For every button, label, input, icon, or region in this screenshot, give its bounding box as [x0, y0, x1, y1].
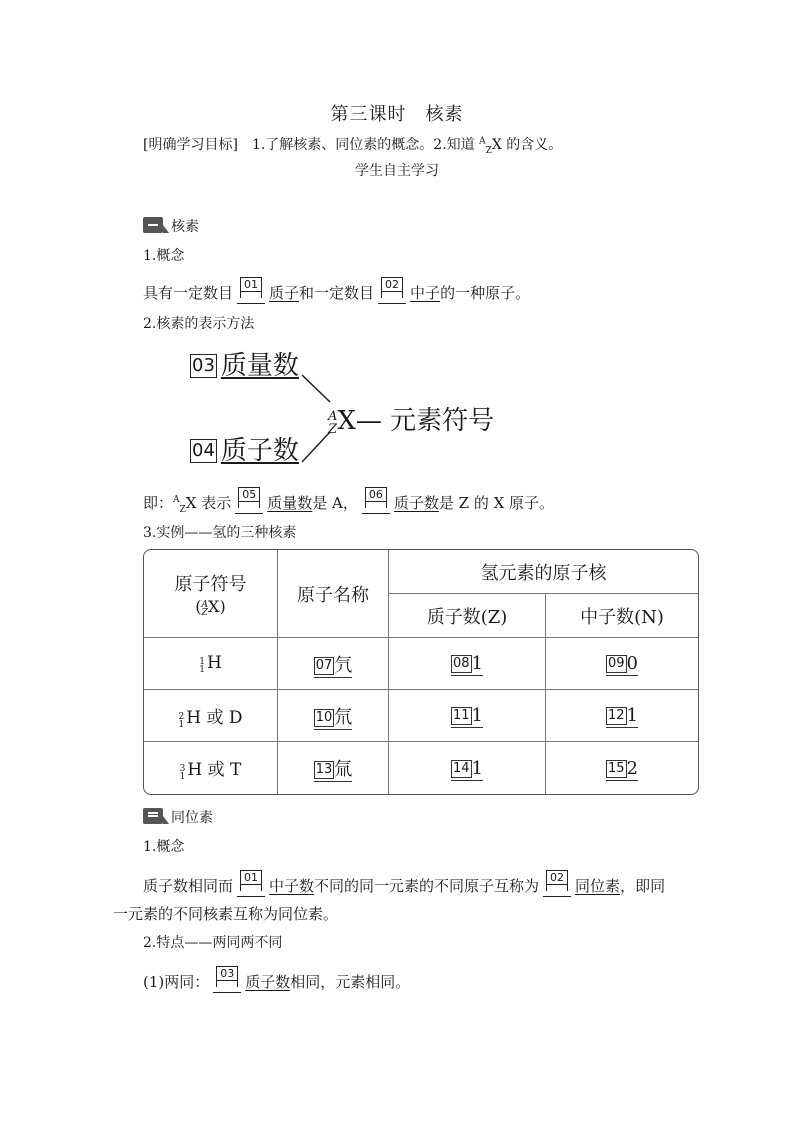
symbol-x: X	[337, 406, 356, 436]
blank-marker	[362, 485, 390, 514]
diagram-label: 质量数	[220, 351, 299, 381]
answer: 质子数	[245, 973, 291, 991]
section-title: 核素	[171, 219, 199, 235]
answer: 2	[626, 757, 638, 779]
cell-name	[278, 638, 389, 690]
section-one-icon	[143, 217, 163, 233]
symbol-z: Z	[485, 145, 492, 156]
blank-marker	[378, 275, 406, 304]
table-row	[144, 742, 698, 794]
answer: 氚	[334, 759, 353, 780]
blank-marker	[237, 275, 265, 304]
answer: 质子	[269, 284, 300, 302]
cell-proton	[389, 638, 546, 690]
blank-number: 12	[608, 708, 625, 723]
header-text: 原子符号	[174, 574, 247, 595]
blank-marker	[235, 485, 263, 514]
answer: 1	[471, 757, 483, 779]
cell-symbol: 1 1 H	[144, 638, 278, 690]
learning-objectives	[143, 134, 562, 156]
symbol-z: Z	[328, 422, 338, 437]
text: 不同的同一元素的不同原子互称为	[314, 877, 540, 895]
blank-number: 15	[608, 760, 625, 776]
table-row	[144, 690, 698, 742]
symbol-mass: A	[328, 409, 338, 424]
symbol-mass: A	[479, 136, 486, 147]
diagram-label: 质子数	[220, 436, 299, 466]
blank-number: 13	[315, 762, 333, 777]
answer: 中子	[410, 284, 441, 302]
blank-number: 04	[192, 440, 215, 461]
blank-number: 02	[381, 277, 403, 298]
text: X 表示	[185, 494, 232, 512]
isotope-concept-line2: 一元素的不同核素互称为同位素。	[113, 905, 339, 923]
section-title: 同位素	[171, 810, 213, 826]
nuclide-concept	[143, 275, 530, 304]
section-isotope-heading	[143, 807, 213, 827]
symbol-text: H	[206, 653, 222, 673]
blank-number: 06	[365, 487, 387, 508]
objectives-end: 的含义。	[501, 137, 563, 153]
cell-proton	[389, 690, 546, 742]
diagram-symbol	[328, 400, 494, 437]
blank-marker	[237, 868, 265, 897]
answer: 0	[626, 653, 638, 674]
text: 相同，元素相同。	[290, 973, 411, 991]
feature-same	[143, 964, 410, 993]
blank-number: 05	[238, 487, 260, 508]
blank-number: 08	[453, 656, 470, 671]
header-nucleus-group: 氢元素的原子核	[389, 550, 698, 594]
cell-symbol: 3 1 H 或 T	[144, 742, 278, 794]
cell-symbol: 2 1 H 或 D	[144, 690, 278, 742]
objectives-text: 1.了解核素、同位素的概念。2.知道	[251, 137, 480, 153]
text: 是 A，	[312, 494, 358, 512]
header-text: (	[195, 597, 202, 616]
isotope-concept-heading: 1.概念	[143, 839, 185, 855]
cell-name	[278, 742, 389, 794]
blank-number: 10	[315, 709, 333, 725]
cell-neutron	[546, 742, 698, 794]
feature-heading: 2.特点——两同两不同	[143, 935, 283, 951]
cell-proton	[389, 742, 546, 794]
study-heading: 学生自主学习	[355, 163, 439, 179]
page-title: 第三课时 核素	[330, 104, 464, 125]
notation-meaning: 即：$^A_Z$X 表示 05 质量数是 A， 06 质子数是 Z 的 X 原子。	[143, 485, 554, 515]
text: 质子数相同而	[143, 877, 234, 895]
header-proton-number: 质子数(Z)	[389, 594, 546, 638]
symbol-text: H 或 T	[187, 760, 242, 780]
text: 即：	[143, 494, 174, 512]
blank-number: 03	[216, 966, 238, 987]
answer: 氘	[334, 706, 353, 728]
blank-number: 11	[453, 708, 470, 723]
header-atom-symbol: 原子符号 (A ZX)	[144, 550, 278, 638]
blank-number: 14	[453, 760, 470, 776]
diagram-mass-number	[190, 345, 299, 382]
header-text: X)	[208, 597, 226, 616]
cell-neutron	[546, 638, 698, 690]
objectives-label: [明确学习目标]	[143, 137, 238, 153]
blank-number: 03	[192, 355, 215, 376]
symbol-x: X	[491, 137, 502, 153]
blank-number: 01	[240, 870, 262, 891]
text: ，即同	[620, 877, 666, 895]
notation-heading: 2.核素的表示方法	[143, 316, 255, 332]
answer: 1	[626, 705, 638, 726]
header-atom-name: 原子名称	[278, 550, 389, 638]
text: 的一种原子。	[440, 284, 531, 302]
hydrogen-isotope-table	[143, 549, 699, 795]
concept-heading: 1.概念	[143, 248, 185, 264]
blank-number: 01	[240, 277, 262, 298]
blank-number: 02	[546, 870, 568, 891]
cell-name	[278, 690, 389, 742]
text: 具有一定数目	[143, 284, 234, 302]
blank-marker	[213, 964, 241, 993]
cell-neutron	[546, 690, 698, 742]
answer: 质子数	[393, 494, 439, 512]
isotope-concept-line1	[143, 868, 665, 897]
diagram-proton-number	[190, 430, 299, 467]
example-heading: 3.实例——氢的三种核素	[143, 525, 297, 541]
text: (1)两同：	[143, 973, 210, 991]
header-neutron-number: 中子数(N)	[546, 594, 698, 638]
text: 是 Z 的 X 原子。	[438, 494, 555, 512]
diagram-label: — 元素符号	[355, 406, 495, 436]
section-nuclide-heading	[143, 216, 199, 236]
answer: 同位素	[575, 877, 621, 895]
answer: 1	[471, 653, 483, 674]
blank-number: 07	[315, 657, 333, 673]
text: 和一定数目	[299, 284, 375, 302]
answer: 1	[471, 705, 483, 726]
section-two-icon	[143, 808, 163, 824]
blank-marker	[543, 868, 571, 897]
answer: 氕	[334, 654, 353, 676]
table-row	[144, 638, 698, 690]
blank-number: 09	[608, 656, 625, 671]
symbol-text: H 或 D	[186, 707, 243, 728]
answer: 质量数	[267, 494, 313, 512]
answer: 中子数	[269, 877, 315, 895]
